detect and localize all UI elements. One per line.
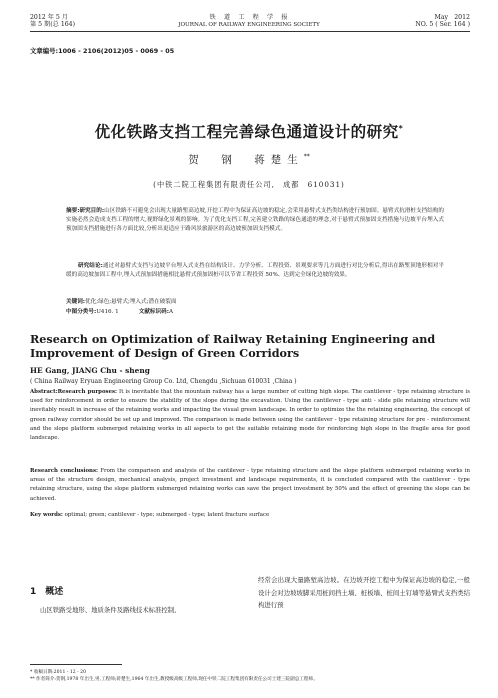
header-journal-cn: 铁 道 工 程 学 报 [209, 14, 289, 21]
en-abstract [30, 388, 470, 443]
cn-author-mark: ** [303, 153, 310, 161]
en-abstract-label: Abstract:Research purposes: [30, 389, 118, 395]
footnote-received: * 收稿日期:2011 - 12 - 20 [30, 670, 87, 675]
en-title: Research on Optimization of Railway Retaining Engineering and Improvement of Design of Green Corridors [30, 332, 436, 360]
cn-classification [66, 308, 444, 317]
en-keywords [30, 511, 470, 520]
en-authors: HE Gang, JIANG Chu - sheng [30, 366, 150, 375]
cn-title-mark: * [398, 123, 404, 133]
en-abstract-text: It is inevitable that the mountain railway has a large number of cutting high slope. The cantilever - type retaining structure is used for reinforcement in order to ensure the stability of the slope during the excavation. Using the cantilever - type anti - slide pile retaining structure will inevitably result in increase of the retaining works and impacting the visual green landscape. In order to optimize the the retaining engineering, the concept of green railway corridor should be set up and improved. The comparison is made between using the cantilever - type retaining structure for pre - reinforcement and the slope platform submerged retaining works in all aspects to get the suitable retaining mode for reinforcing high slope in the fragile area for good landscape. [30, 389, 470, 442]
cn-authors-text: 贺 钢 蒋楚生 [188, 154, 304, 166]
cn-authors [20, 152, 478, 167]
cn-title [20, 120, 478, 142]
cn-keywords-label: 关键词: [66, 299, 86, 305]
header-rule [30, 31, 470, 32]
en-conclusions-label: Research conclusions: [30, 468, 98, 474]
header-issue-en: NO. 5 ( Ser. 164 ) [415, 21, 470, 28]
section-1-left-column: 山区铁路受地形、地质条件及路线技术标准控制, [40, 606, 177, 614]
footnote-author-info: ** 作者简介:贺钢,1978 年出生,男,工程师;蒋楚生,1964 年出生,教授级高级工程师,现任中铁二院工程集团有限责任公司土建三院副总工程师。 [30, 677, 318, 682]
en-keywords-label: Key words: [30, 512, 63, 518]
cn-abstract-label: 摘要:研究目的: [66, 208, 105, 214]
section-1-right-column: 经常会出现大量路堑高边坡。在边坡开挖工程中为保证高边坡的稳定,一般设计会对边坡坡脚采用桩间挡土墙、桩板墙、桩间土钉墙等悬臂式支挡类结构进行预 [258, 576, 470, 610]
header-date: 2012 年 5 月 [30, 14, 68, 21]
cn-abstract [66, 207, 444, 235]
cn-conclusions-label: 研究结论: [78, 263, 103, 269]
en-affiliation: ( China Railway Eryuan Engineering Group Co. Ltd, Chengdu ,Sichuan 610031 ,China ) [30, 378, 297, 385]
footnote-rule [30, 664, 122, 665]
cn-doc-code-label: 文献标识码: [138, 309, 169, 315]
cn-conclusions-text: 通过对悬臂式支挡与边坡平台埋入式支挡在结构设计、力学分析、工程投资、景观要求等几方面进行对比分析后,得出在路堑顶地形相对平缓的高边坡加固工程中,埋入式预加固措施相比悬臂式预加固桩可以节省工程投资 50%、达到完全绿化边坡的效果。 [66, 263, 444, 279]
cn-abstract-text: 山区铁路不可避免会出现大量路堑高边坡,开挖工程中为保证高边坡的稳定,会采用悬臂式支挡类结构进行预加固。悬臂式抗滑桩支挡结构的实施必然会造成支挡工程的增大,视野绿化景观的影响。为了优化支挡工程,完善建立铁路的绿色通道的理念,对于悬臂式预加固支挡措施与边坡平台埋入式预加固支挡措施进行各方面比较,分析出更适应于路风景旅游区的高边坡预加固支挡模式。 [66, 208, 444, 233]
section-1-title: 1 概述 [30, 587, 64, 597]
article-number: 文章编号:1006 - 2106(2012)05 - 0069 - 05 [30, 47, 175, 55]
header-journal-en: JOURNAL OF RAILWAY ENGINEERING SOCIETY [178, 22, 320, 28]
header-month-en: May 2012 [434, 14, 470, 21]
en-conclusions [30, 467, 470, 504]
cn-title-text: 优化铁路支挡工程完善绿色通道设计的研究 [94, 123, 399, 141]
cn-keywords-text: 优化;绿色;悬臂式;埋入式;潜在破裂面 [85, 299, 177, 305]
header-issue: 第 5 期(总 164) [30, 21, 76, 28]
cn-clc-label: 中图分类号: [66, 309, 97, 315]
cn-clc-value: U416. 1 [96, 309, 119, 315]
cn-keywords [66, 298, 444, 307]
cn-affiliation: (中铁二院工程集团有限责任公司, 成都 610031) [153, 180, 345, 189]
en-keywords-text: optimal; green; cantilever - type; submerged - type; latent fracture surface [62, 512, 270, 518]
cn-conclusions [66, 262, 444, 280]
cn-doc-code-value: A [168, 309, 173, 315]
en-conclusions-text: From the comparison and analysis of the cantilever - type retaining structure and the slope platform submerged retaining works in areas of the structure design, mechanical analysis, project investment and landscape requirements, it is concluded compared with the cantilever - type retaining structure, using the slope platform submerged retaining works can save the project investment by 50% and the effect of greening the slope can be achieved. [30, 468, 470, 502]
